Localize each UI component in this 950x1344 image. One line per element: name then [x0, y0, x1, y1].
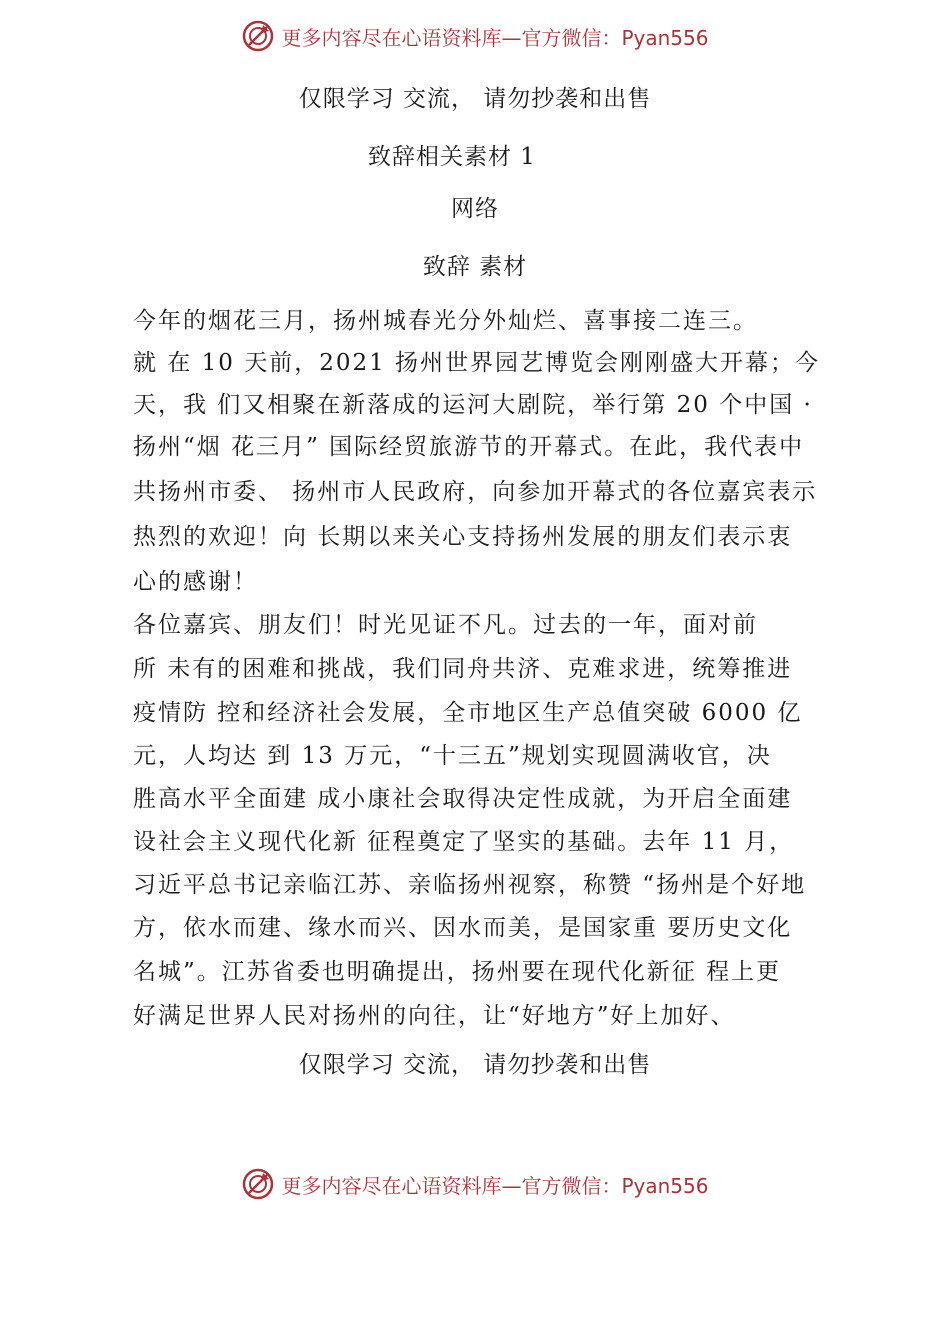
paragraph2-line-10: 好满足世界人民对扬州的向往，让“好地方”好上加好、 — [133, 1003, 736, 1029]
paragraph2-line-7: 习近平总书记亲临江苏、亲临扬州视察，称赞 “扬州是个好地 — [133, 872, 807, 898]
paragraph1-line-6: 热烈的欢迎！向 长期以来关心支持扬州发展的朋友们表示衷 — [133, 524, 793, 550]
subtitle-network: 网络 — [451, 196, 499, 222]
logo-icon — [241, 19, 275, 53]
logo-icon — [241, 1167, 275, 1201]
banner-text: 更多内容尽在心语资料库—官方微信：Pyan556 — [281, 25, 709, 50]
page-title: 致辞相关素材 1 — [368, 144, 536, 170]
paragraph2-line-9: 名城”。江苏省委也明确提出，扬州要在现代化新征 程上更 — [133, 959, 782, 985]
paragraph1-line-3: 天，我 们又相聚在新落成的运河大剧院，举行第 20 个中国 · — [133, 392, 813, 418]
top-banner — [0, 16, 950, 56]
banner-text: 更多内容尽在心语资料库—官方微信：Pyan556 — [281, 1173, 709, 1198]
paragraph1-line-1: 今年的烟花三月，扬州城春光分外灿烂、喜事接二连三。 — [133, 308, 758, 334]
paragraph2-line-3: 疫情防 控和经济社会发展，全市地区生产总值突破 6000 亿 — [133, 700, 803, 726]
paragraph1-line-5: 共扬州市委、 扬州市人民政府，向参加开幕式的各位嘉宾表示 — [133, 479, 818, 505]
footer-notice: 仅限学习 交流， 请勿抄袭和出售 — [298, 1052, 652, 1078]
paragraph2-line-5: 胜高水平全面建 成小康社会取得决定性成就，为开启全面建 — [133, 786, 793, 812]
paragraph2-line-2: 所 未有的困难和挑战，我们同舟共济、克难求进，统筹推进 — [133, 656, 793, 682]
paragraph2-line-8: 方，依水而建、缘水而兴、因水而美，是国家重 要历史文化 — [133, 915, 793, 941]
paragraph2-line-4: 元，人均达 到 13 万元，“十三五”规划实现圆满收官，决 — [133, 743, 772, 769]
paragraph1-line-2: 就 在 10 天前，2021 扬州世界园艺博览会刚刚盛大开幕；今 — [133, 350, 821, 376]
bottom-banner — [0, 1164, 950, 1204]
subtitle-material: 致辞 素材 — [422, 254, 528, 280]
paragraph1-line-4: 扬州“烟 花三月” 国际经贸旅游节的开幕式。在此，我代表中 — [133, 434, 805, 460]
paragraph2-line-6: 设社会主义现代化新 征程奠定了坚实的基础。去年 11 月， — [133, 829, 795, 855]
header-notice: 仅限学习 交流， 请勿抄袭和出售 — [298, 86, 652, 112]
paragraph1-line-7: 心的感谢！ — [133, 569, 258, 595]
paragraph2-line-1: 各位嘉宾、朋友们！时光见证不凡。过去的一年，面对前 — [133, 612, 758, 638]
